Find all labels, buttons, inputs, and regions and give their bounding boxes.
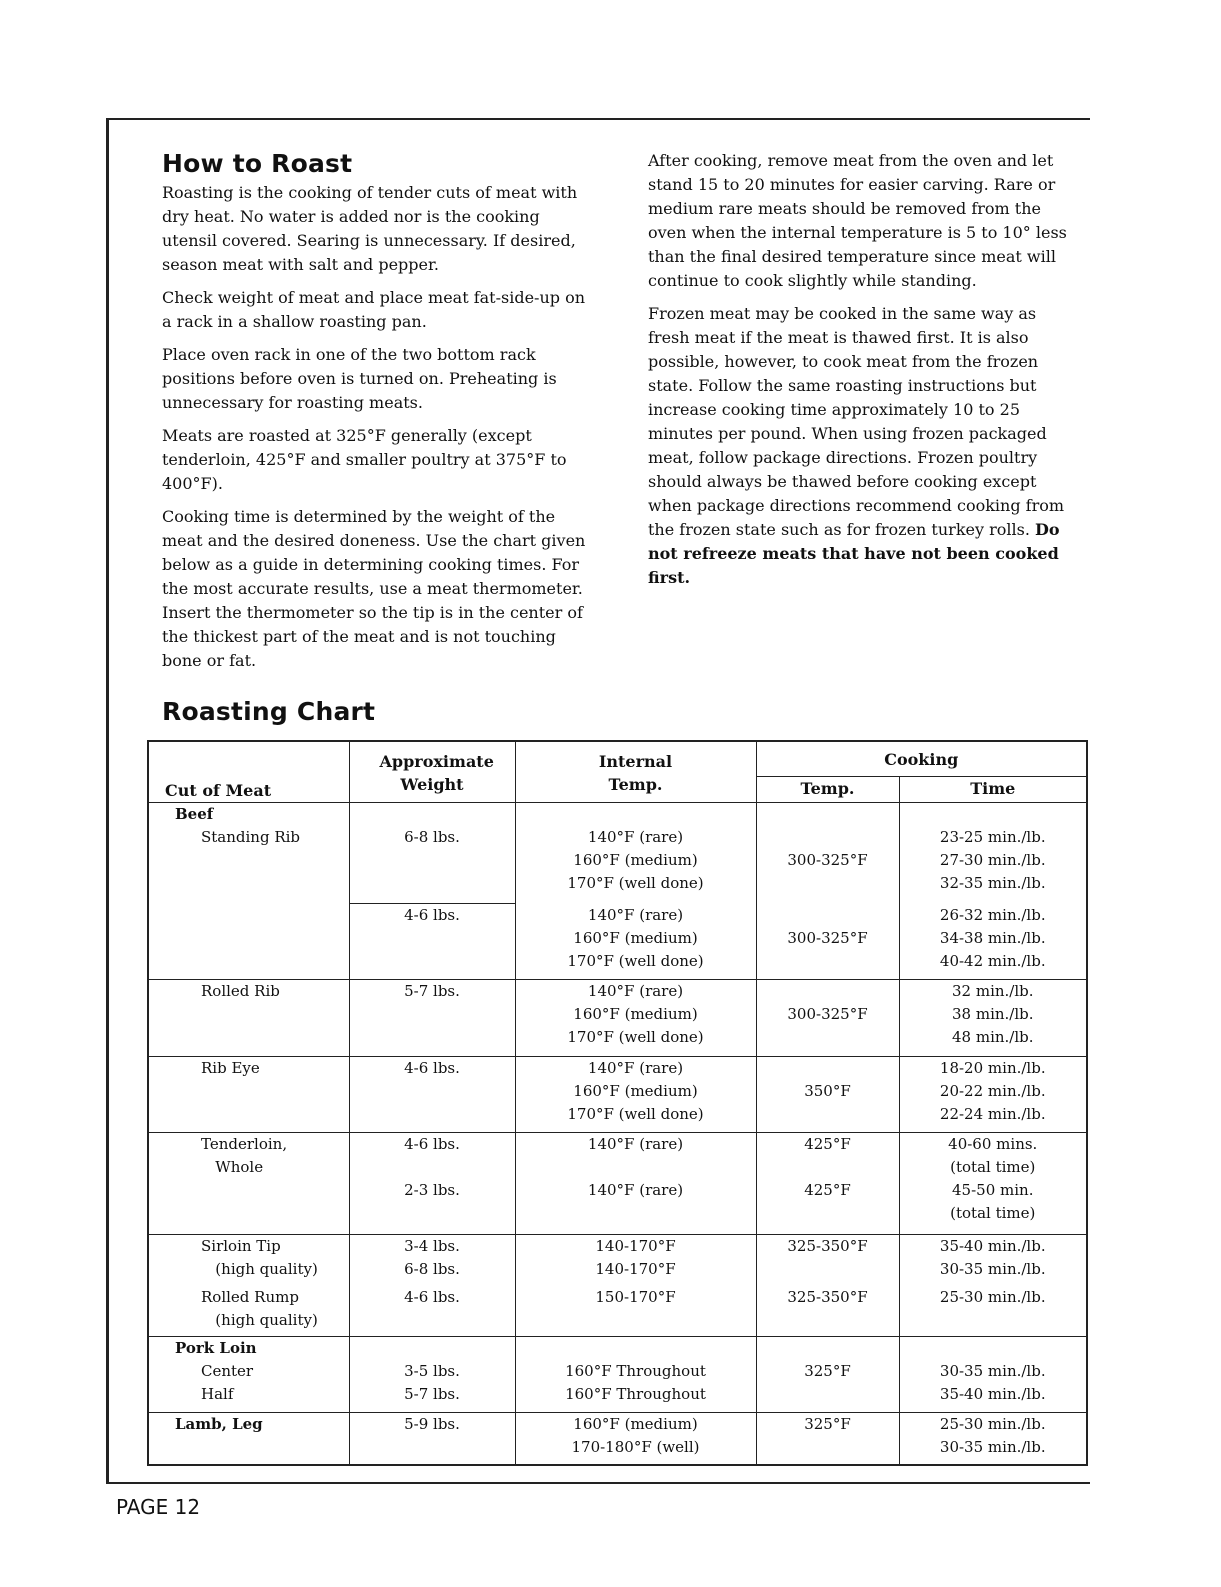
cut-name: Rib Eye — [201, 1058, 260, 1077]
paragraph: Check weight of meat and place meat fat-side-up on a rack in a shallow roasting pan. — [162, 288, 586, 331]
paragraph: Cooking time is determined by the weight of the meat and the desired doneness. Use the chart given below as a guide in determining cooking times. For the most accurate results, use a meat thermometer. Insert the thermometer so the tip is in the center of the thickest part of the meat and is not touching bone or fat. — [162, 507, 586, 670]
table-row — [148, 1056, 1087, 1133]
cut-name: Standing Rib — [201, 828, 301, 847]
table-row — [148, 980, 1087, 1057]
weight-cell: 3-5 lbs. 5-7 lbs. — [349, 1336, 515, 1413]
weight-cell: 5-7 lbs. — [349, 980, 515, 1057]
cook-time-cell: 25-30 min./lb. — [899, 1286, 1087, 1337]
category-lamb: Lamb, Leg — [175, 1415, 263, 1434]
cook-temp-cell: 300-325°F — [756, 980, 899, 1057]
internal-temp-cell: 140°F (rare) 160°F (medium) 170°F (well done) — [515, 980, 756, 1057]
cook-time-cell: 35-40 min./lb. 30-35 min./lb. — [899, 1235, 1087, 1286]
cook-time-cell: 25-30 min./lb. 30-35 min./lb. — [899, 1413, 1087, 1465]
cook-temp-cell: 325°F — [756, 1336, 899, 1413]
section-title: How to Roast — [162, 149, 353, 178]
cook-time-cell: 26-32 min./lb. 34-38 min./lb. 40-42 min./lb. — [899, 904, 1087, 980]
cook-temp-cell: 325-350°F — [756, 1235, 899, 1286]
table-row — [148, 1413, 1087, 1465]
page-number: PAGE 12 — [116, 1495, 201, 1519]
weight-cell: 4-6 lbs. 2-3 lbs. — [349, 1133, 515, 1235]
internal-temp-cell: 140-170°F 140-170°F — [515, 1235, 756, 1286]
cook-time-cell: 23-25 min./lb. 27-30 min./lb. 32-35 min./lb. — [899, 803, 1087, 904]
cook-temp-cell: 350°F — [756, 1056, 899, 1133]
internal-temp-cell: 140°F (rare) 160°F (medium) 170°F (well done) — [515, 904, 756, 980]
category-pork: Pork Loin — [175, 1338, 257, 1357]
cut-name: Rolled Rump (high quality) — [201, 1287, 318, 1329]
paragraph-text: Frozen meat may be cooked in the same way as fresh meat if the meat is thawed first. It is also possible, however, to cook meat from the frozen state. Follow the same roasting instructions but increase cooking time approximately 10 to 25 minutes per pound. When using frozen packaged meat, follow package directions. Frozen poultry should always be thawed before cooking except when package directions recommend cooking from the frozen state such as for frozen turkey rolls. — [648, 304, 1065, 539]
roasting-chart-table — [147, 740, 1088, 1466]
header-row — [148, 741, 1087, 777]
paragraph: Place oven rack in one of the two bottom rack positions before oven is turned on. Preheating is unnecessary for roasting meats. — [162, 345, 557, 412]
paragraph: Roasting is the cooking of tender cuts of meat with dry heat. No water is added nor is the cooking utensil covered. Searing is unnecessary. If desired, season meat with salt and pepper. — [162, 183, 578, 274]
table-row — [148, 1235, 1087, 1286]
internal-temp-cell: 140°F (rare) 160°F (medium) 170°F (well done) — [515, 1056, 756, 1133]
table-row — [148, 803, 1087, 904]
col-header-weight: Approximate Weight — [349, 741, 515, 803]
warning-note: Do not refreeze meats that have not been cooked first. — [648, 520, 1060, 587]
col-header-cooking: Cooking — [756, 741, 1087, 777]
cook-time-cell: 18-20 min./lb. 20-22 min./lb. 22-24 min./lb. — [899, 1056, 1087, 1133]
internal-temp-cell: 140°F (rare) 140°F (rare) — [515, 1133, 756, 1235]
col-header-cut: Cut of Meat — [165, 781, 272, 801]
cut-name: Sirloin Tip (high quality) — [201, 1237, 318, 1279]
table-row — [148, 1133, 1087, 1235]
left-column — [162, 181, 592, 682]
col-header-internal: Internal Temp. — [515, 741, 756, 803]
cut-name: Center Half — [201, 1361, 254, 1403]
paragraph: After cooking, remove meat from the oven and let stand 15 to 20 minutes for easier carving. Rare or medium rare meats should be removed from the oven when the internal temperature is 5 to 10° less than the final desired temperature since meat will continue to cook slightly while standing. — [648, 151, 1067, 290]
internal-temp-cell: 160°F Throughout 160°F Throughout — [515, 1336, 756, 1413]
cook-temp-cell: 325-350°F — [756, 1286, 899, 1337]
weight-cell: 4-6 lbs. — [349, 1056, 515, 1133]
col-header-cook-temp: Temp. — [756, 777, 899, 803]
frame-left-rule — [106, 118, 109, 1483]
cook-time-cell: 40-60 mins. (total time) 45-50 min. (total time) — [899, 1133, 1087, 1235]
right-column — [648, 149, 1078, 599]
table-row — [148, 1336, 1087, 1413]
col-header-cook-time: Time — [899, 777, 1087, 803]
category-beef: Beef — [175, 805, 214, 824]
frame-top-rule — [106, 118, 1090, 120]
chart-title: Roasting Chart — [162, 697, 376, 726]
cook-temp-cell: 300-325°F — [756, 803, 899, 904]
weight-cell: 6-8 lbs. — [349, 803, 515, 904]
weight-cell: 4-6 lbs. — [349, 1286, 515, 1337]
weight-cell: 5-9 lbs. — [349, 1413, 515, 1465]
cook-temp-cell: 300-325°F — [756, 904, 899, 980]
cook-temp-cell: 425°F 425°F — [756, 1133, 899, 1235]
internal-temp-cell: 140°F (rare) 160°F (medium) 170°F (well done) — [515, 803, 756, 904]
paragraph: Meats are roasted at 325°F generally (except tenderloin, 425°F and smaller poultry at 375°F to 400°F). — [162, 426, 567, 493]
cook-time-cell: 32 min./lb. 38 min./lb. 48 min./lb. — [899, 980, 1087, 1057]
cut-name: Rolled Rib — [201, 982, 280, 1001]
internal-temp-cell: 160°F (medium) 170-180°F (well) — [515, 1413, 756, 1465]
cut-name: Tenderloin, Whole — [201, 1135, 288, 1177]
weight-cell: 3-4 lbs. 6-8 lbs. — [349, 1235, 515, 1286]
table-row — [148, 1286, 1087, 1337]
table-row — [148, 904, 1087, 980]
weight-cell: 4-6 lbs. — [349, 904, 515, 980]
frame-bottom-rule — [106, 1482, 1090, 1484]
internal-temp-cell: 150-170°F — [515, 1286, 756, 1337]
cook-temp-cell: 325°F — [756, 1413, 899, 1465]
cook-time-cell: 30-35 min./lb. 35-40 min./lb. — [899, 1336, 1087, 1413]
paragraph — [648, 302, 1078, 590]
